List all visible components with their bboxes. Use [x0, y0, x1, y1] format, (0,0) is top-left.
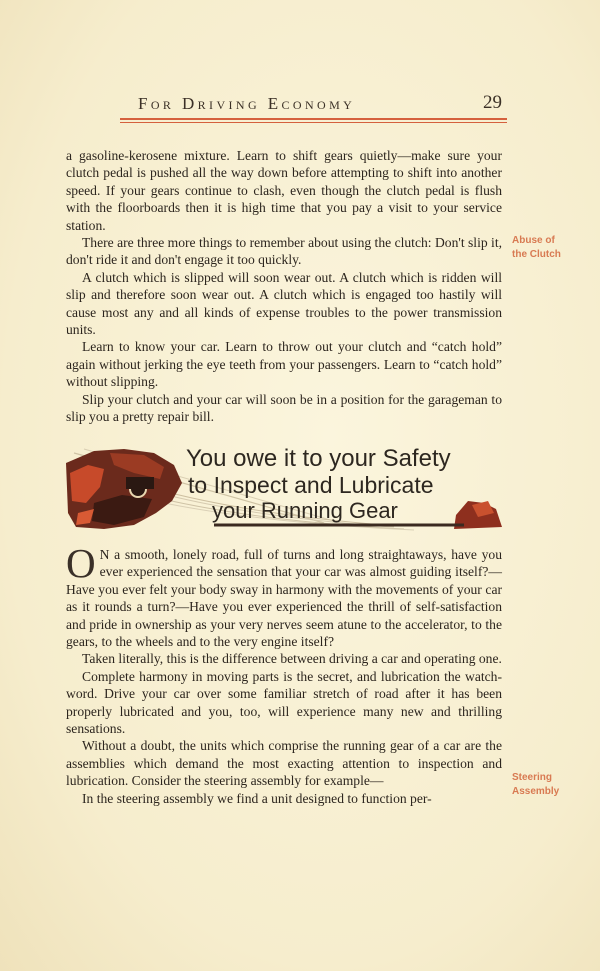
- section-banner: [64, 443, 504, 531]
- running-header: [118, 92, 510, 116]
- text-block-running-gear: [66, 540, 502, 807]
- drop-cap: O: [66, 540, 96, 586]
- paragraph: Learn to know your car. Learn to throw out your clutch and “catch hold” again without jerking the eye teeth from your passengers. Learn to “catch hold” without slipping.: [66, 339, 502, 390]
- header-title: For Driving Economy: [138, 94, 356, 113]
- text-block-clutch: [66, 147, 502, 426]
- margin-note-line: Steering: [512, 772, 553, 783]
- paragraph: In the steering assembly we find a unit designed to function per-: [82, 790, 432, 806]
- margin-note-line: Assembly: [512, 786, 560, 797]
- header-rule-thick: [120, 118, 507, 120]
- paragraph: Without a doubt, the units which comprise the running gear of a car are the assemblies which demand the most exacting attention to inspection and lubrication. Consider the steering assembly for example—: [66, 738, 502, 789]
- paragraph: Slip your clutch and your car will soon be in a position for the garageman to slip you a pretty repair bill.: [66, 391, 502, 425]
- page-number: 29: [483, 92, 502, 113]
- margin-note-steering: [512, 771, 582, 799]
- banner-line-1: You owe it to your Safety: [186, 445, 451, 472]
- paragraph: A clutch which is slipped will soon wear out. A clutch which is ridden will slip and therefore soon wear out. A clutch which is engaged too hastily will cause most any and all kinds of expense troubles to the power transmission units.: [66, 269, 502, 338]
- paragraph: Taken literally, this is the difference between driving a car and operating one.: [82, 651, 502, 667]
- paragraph-opening: [66, 540, 502, 650]
- paragraph: Complete harmony in moving parts is the secret, and lubrication the watch-word. Drive your car over some familiar stretch of road after it has been properly lubricated and you, too, will experience many new and thrilling sensations.: [66, 668, 502, 737]
- margin-note-line: the Clutch: [512, 249, 561, 260]
- banner-line-3: your Running Gear: [212, 498, 398, 523]
- paragraph: There are three more things to remember about using the clutch: Don't slip it, don't ride it and don't engage it too quickly.: [66, 235, 502, 268]
- margin-note-line: Abuse of: [512, 235, 555, 246]
- opening-text: N a smooth, lonely road, full of turns and long straightaways, have you ever experienced the sensation that your car was almost guiding itself?—Have you ever felt your body sway in harmony with the movements of your car as it rounds a turn?—Have you ever experienced the thrill of self-satisfaction and pride in ownership as your very nerves seem atune to the accelerator, to the gears, to the wheels and to the very engine itself?: [66, 547, 502, 650]
- paragraph: a gasoline-kerosene mixture. Learn to shift gears quietly—make sure your clutch pedal is pushed all the way down before attempting to shift into another speed. If your gears continue to clash, even though the clutch pedal is flush with the floorboards then it is high time that you pay a visit to your service station.: [66, 148, 502, 233]
- header-rule-thin: [120, 122, 507, 123]
- banner-line-2: to Inspect and Lubricate: [188, 472, 434, 498]
- margin-note-clutch: [512, 234, 582, 262]
